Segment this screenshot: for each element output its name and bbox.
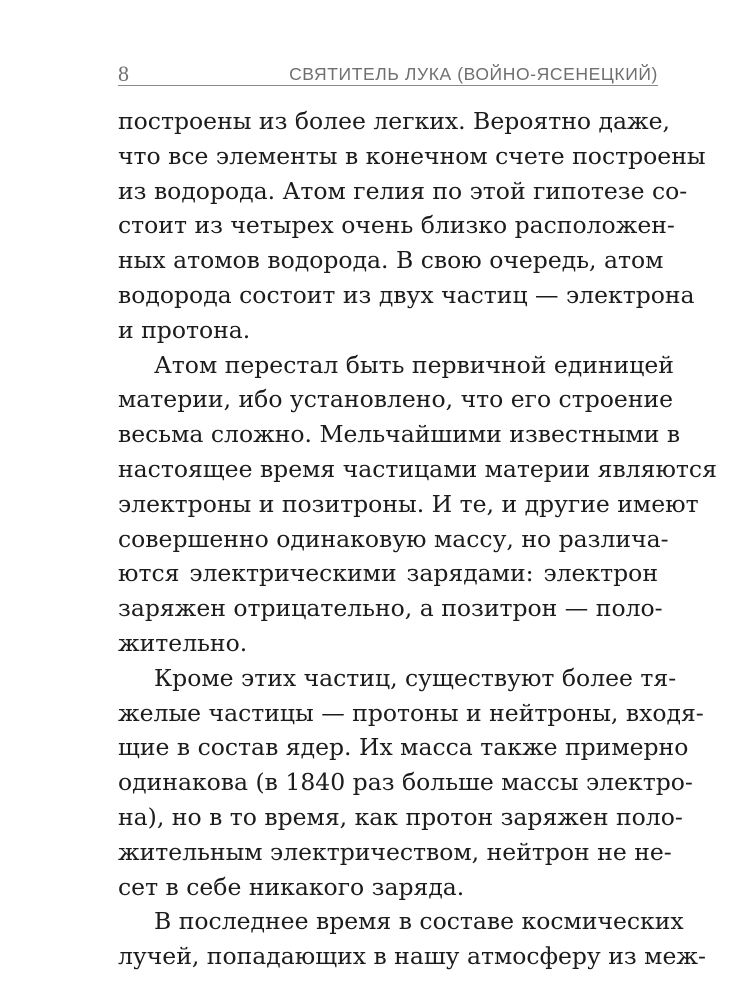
- text-line: материи, ибо установлено, что его строение: [118, 385, 674, 414]
- text-line: Кроме этих частиц, существуют более тя-: [154, 663, 677, 692]
- text-line: щие в состав ядер. Их масса также примерно: [118, 733, 689, 762]
- header-rule: [118, 85, 658, 86]
- book-title: СВЯТИТЕЛЬ ЛУКА (ВОЙНО-ЯСЕНЕЦКИЙ): [289, 64, 658, 84]
- text-line: электроны и позитроны. И те, и другие имеют: [118, 489, 699, 518]
- text-line: ных атомов водорода. В свою очередь, атом: [118, 246, 664, 275]
- text-line: ются электрическими зарядами: электрон: [118, 559, 658, 588]
- text-line: что все элементы в конечном счете построены: [118, 141, 706, 170]
- paragraph-4: [118, 904, 706, 974]
- text-line: В последнее время в составе космических: [154, 907, 684, 936]
- text-line: на), но в то время, как протон заряжен поло-: [118, 802, 683, 831]
- text-line: совершенно одинаковую массу, но различа-: [118, 524, 669, 553]
- text-line: жительным электричеством, нейтрон не не-: [118, 837, 672, 866]
- text-line: одинакова (в 1840 раз больше массы электро-: [118, 768, 693, 797]
- running-header: [118, 56, 658, 86]
- body-text: [118, 104, 717, 974]
- text-line: сет в себе никакого заряда.: [118, 872, 465, 901]
- text-line: стоит из четырех очень близко расположен-: [118, 211, 675, 240]
- text-line: построены из более легких. Вероятно даже,: [118, 107, 671, 135]
- text-line: жительно.: [118, 628, 248, 657]
- text-line: заряжен отрицательно, а позитрон — поло-: [118, 594, 663, 623]
- text-line: Атом перестал быть первичной единицей: [154, 350, 674, 379]
- text-line: весьма сложно. Мельчайшими известными в: [118, 420, 681, 449]
- text-line: желые частицы — протоны и нейтроны, входя-: [118, 698, 704, 727]
- text-line: настоящее время частицами материи являются: [118, 454, 717, 483]
- text-line: лучей, попадающих в нашу атмосферу из меж-: [118, 942, 706, 971]
- text-line: водорода состоит из двух частиц — электрона: [118, 280, 695, 309]
- text-line: из водорода. Атом гелия по этой гипотезе со-: [118, 176, 688, 205]
- text-line: и протона.: [118, 315, 251, 344]
- paragraph-2: [118, 348, 717, 661]
- paragraph-3: [118, 661, 704, 905]
- paragraph-1: [118, 104, 706, 348]
- page-number: 8: [118, 61, 129, 86]
